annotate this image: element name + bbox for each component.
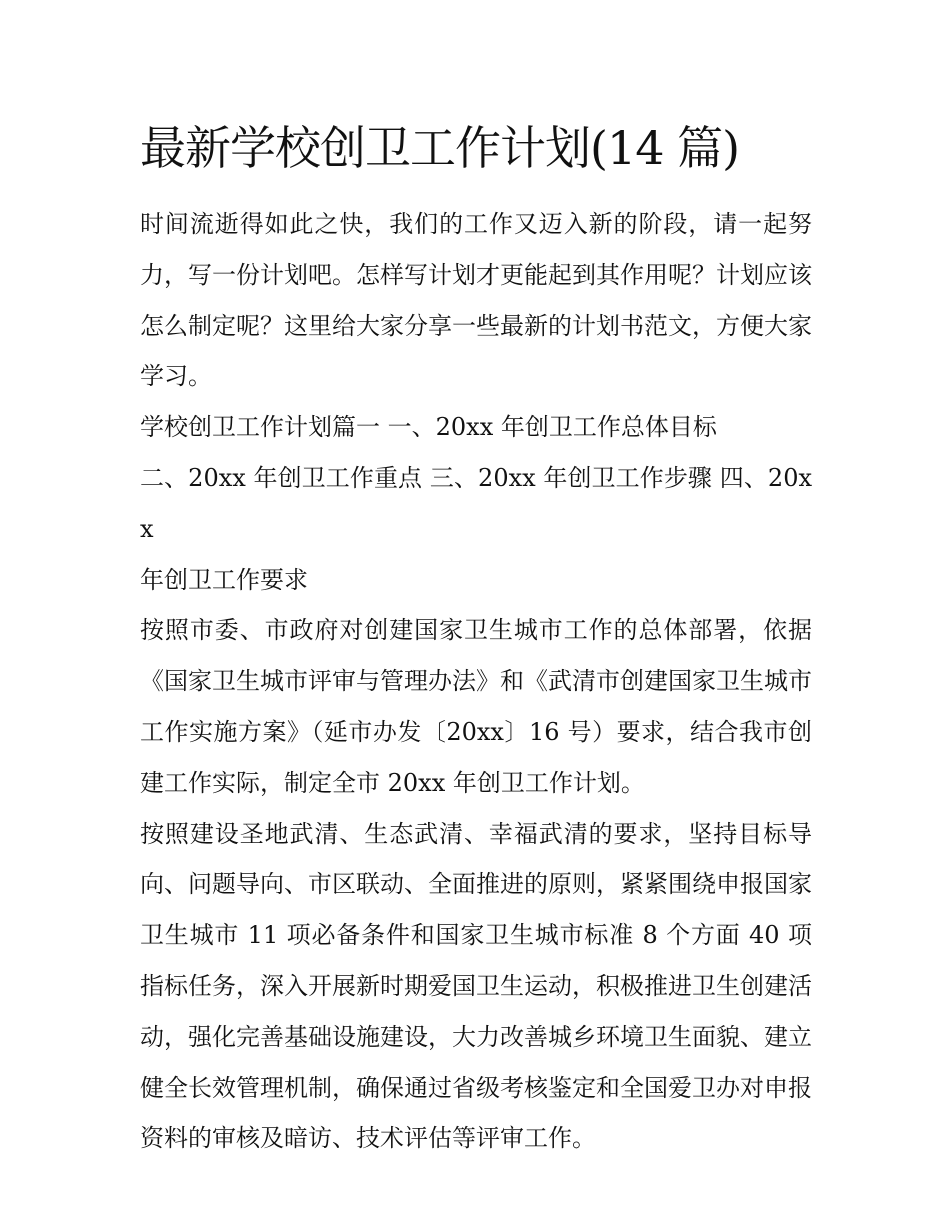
body-paragraph: 按照市委、市政府对创建国家卫生城市工作的总体部署，依据《国家卫生城市评审与管理办法》和《武清市创建国家卫生城市工作实施方案》（延市办发〔20xx〕16 号）要求，结合我市创建工作实际，制定全市 20xx 年创卫工作计划。 — [140, 616, 812, 797]
body-paragraph: 按照建设圣地武清、生态武清、幸福武清的要求，坚持目标导向、问题导向、市区联动、全面推进的原则，紧紧围绕申报国家卫生城市 11 项必备条件和国家卫生城市标准 8 个方面 40 项指标任务，深入开展新时期爱国卫生运动，积极推进卫生创建活动，强化完善基础设施建设，大力改善城乡环境卫生面貌、建立健全长效管理机制，确保通过省级考核鉴定和全国爱卫办对申报资料的审核及暗访、技术评估等评审工作。 — [140, 819, 812, 1153]
section-list-line: 二、20xx 年创卫工作重点 三、20xx 年创卫工作步骤 四、20xx 年创卫工作要求 — [140, 463, 812, 594]
intro-paragraph: 时间流逝得如此之快，我们的工作又迈入新的阶段，请一起努力，写一份计划吧。怎样写计划才更能起到其作用呢？计划应该怎么制定呢？这里给大家分享一些最新的计划书范文，方便大家学习。 — [140, 210, 812, 391]
section-heading-line: 学校创卫工作计划篇一 一、20xx 年创卫工作总体目标 — [140, 413, 717, 442]
document-title: 最新学校创卫工作计划(14 篇) — [140, 121, 740, 175]
document-body — [140, 199, 812, 1164]
